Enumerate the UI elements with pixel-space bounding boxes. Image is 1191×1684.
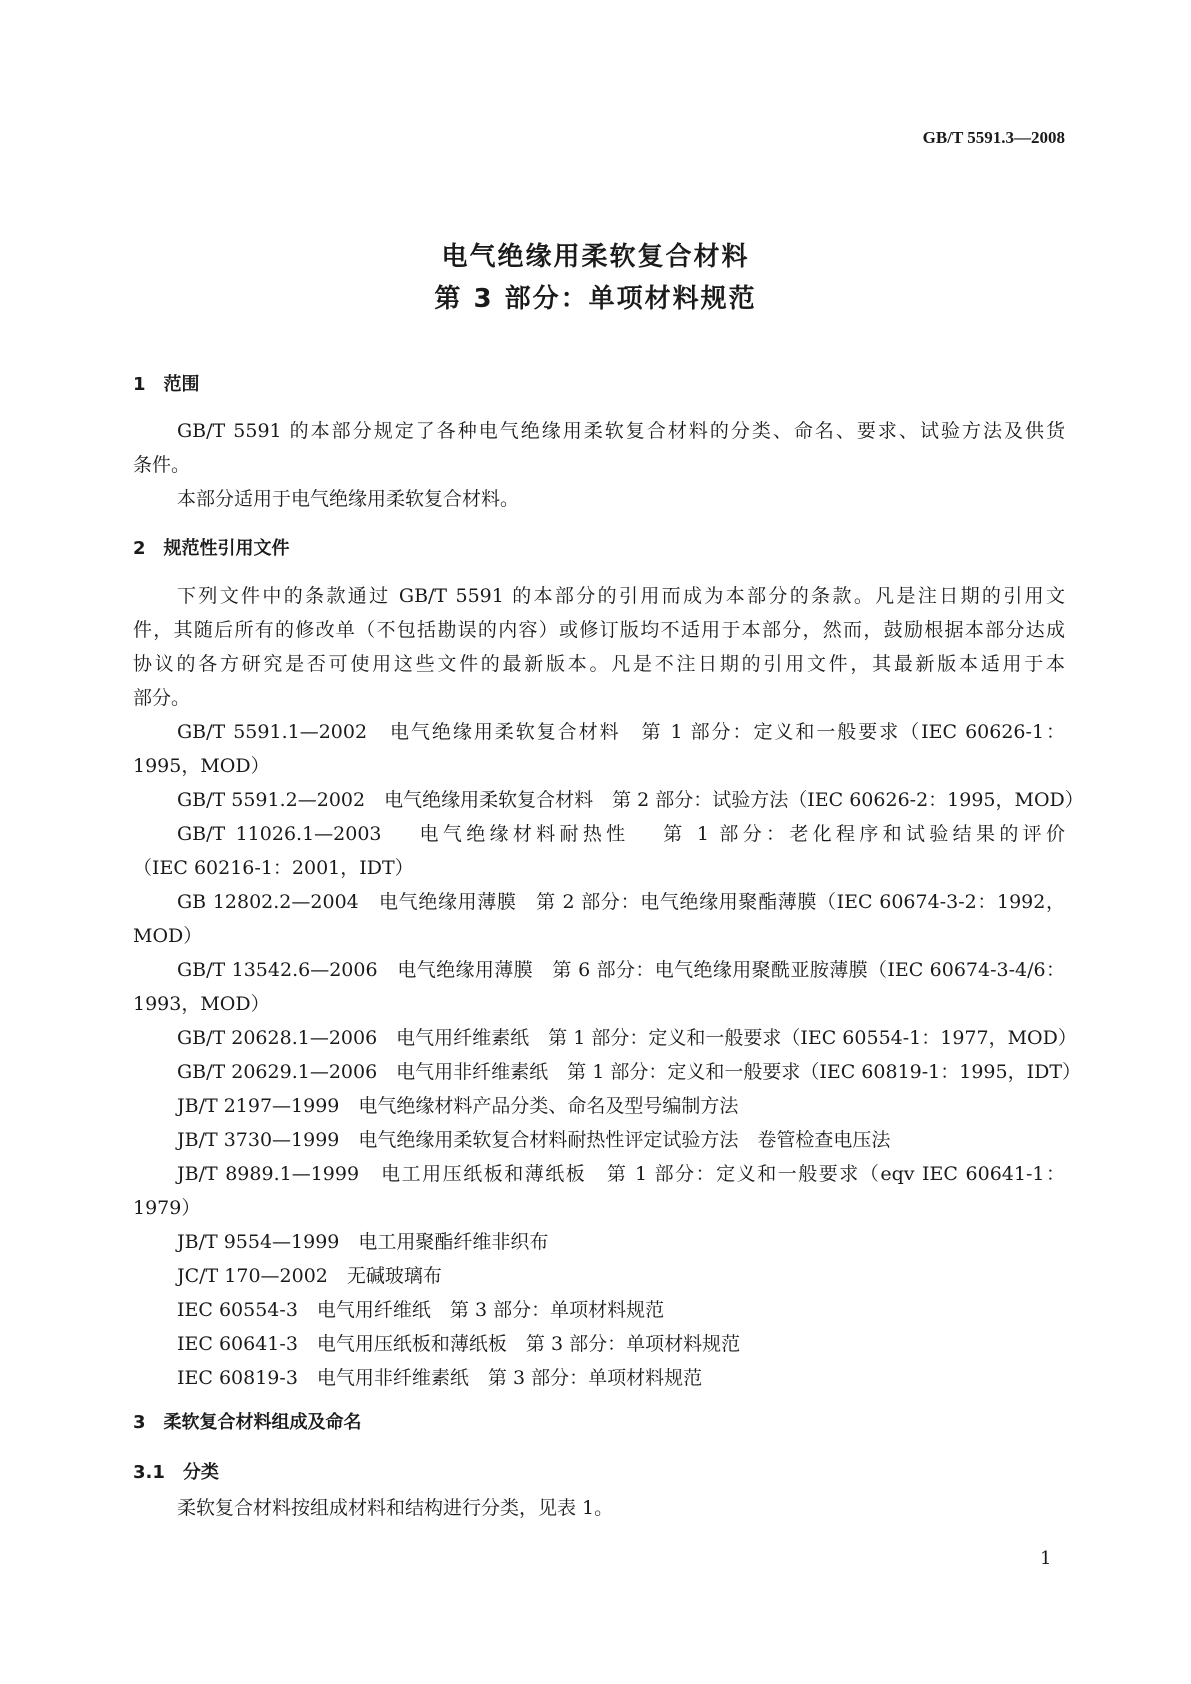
reference-entry: GB/T 20628.1—2006 电气用纤维素纸 第 1 部分：定义和一般要求（IEC 60554-1：1977，MOD） bbox=[177, 1027, 1077, 1049]
reference-entry: GB/T 20629.1—2006 电气用非纤维素纸 第 1 部分：定义和一般要求（IEC 60819-1：1995，IDT） bbox=[177, 1061, 1082, 1083]
reference-entry: 1979） bbox=[133, 1197, 201, 1219]
reference-entry: JB/T 8989.1—1999 电工用压纸板和薄纸板 第 1 部分：定义和一般要求（eqv IEC 60641-1： bbox=[177, 1163, 1065, 1185]
page-number: 1 bbox=[1040, 1548, 1052, 1569]
reference-entry: JB/T 9554—1999 电工用聚酯纤维非织布 bbox=[177, 1231, 549, 1253]
reference-entry: JB/T 2197—1999 电气绝缘材料产品分类、命名及型号编制方法 bbox=[177, 1095, 739, 1117]
reference-entry: GB/T 5591.2—2002 电气绝缘用柔软复合材料 第 2 部分：试验方法（IEC 60626-2：1995，MOD） bbox=[177, 789, 1084, 811]
document-title: 电气绝缘用柔软复合材料 bbox=[441, 242, 750, 272]
subsection-heading: 3.1 分类 bbox=[133, 1462, 219, 1483]
reference-entry: GB/T 13542.6—2006 电气绝缘用薄膜 第 6 部分：电气绝缘用聚酰亚胺薄膜（IEC 60674-3-4/6： bbox=[177, 959, 1065, 981]
paragraph-line: 下列文件中的条款通过 GB/T 5591 的本部分的引用而成为本部分的条款。凡是注日期的引用文 bbox=[177, 585, 1065, 607]
paragraph-line: 柔软复合材料按组成材料和结构进行分类，见表 1。 bbox=[177, 1497, 614, 1519]
standard-code: GB/T 5591.3—2008 bbox=[922, 128, 1065, 147]
paragraph-line: 件，其随后所有的修改单（不包括勘误的内容）或修订版均不适用于本部分，然而，鼓励根据本部分达成 bbox=[133, 619, 1065, 641]
document-subtitle: 第 3 部分：单项材料规范 bbox=[434, 284, 757, 314]
paragraph-line: GB/T 5591 的本部分规定了各种电气绝缘用柔软复合材料的分类、命名、要求、试验方法及供货 bbox=[177, 420, 1065, 442]
paragraph-line: 部分。 bbox=[133, 687, 191, 709]
paragraph-line: 协议的各方研究是否可使用这些文件的最新版本。凡是不注日期的引用文件，其最新版本适用于本 bbox=[133, 653, 1065, 675]
reference-entry: GB 12802.2—2004 电气绝缘用薄膜 第 2 部分：电气绝缘用聚酯薄膜（IEC 60674-3-2：1992， bbox=[177, 891, 1065, 913]
reference-entry: IEC 60819-3 电气用非纤维素纸 第 3 部分：单项材料规范 bbox=[177, 1367, 703, 1389]
section-heading: 1 范围 bbox=[133, 374, 200, 395]
section-heading: 3 柔软复合材料组成及命名 bbox=[133, 1412, 362, 1433]
reference-entry: （IEC 60216-1：2001，IDT） bbox=[133, 857, 414, 879]
reference-entry: IEC 60641-3 电气用压纸板和薄纸板 第 3 部分：单项材料规范 bbox=[177, 1333, 741, 1355]
reference-entry: JC/T 170—2002 无碱玻璃布 bbox=[177, 1265, 442, 1287]
reference-entry: MOD） bbox=[133, 925, 203, 947]
reference-entry: GB/T 5591.1—2002 电气绝缘用柔软复合材料 第 1 部分：定义和一般要求（IEC 60626-1： bbox=[177, 721, 1065, 743]
paragraph-line: 条件。 bbox=[133, 454, 191, 476]
section-heading: 2 规范性引用文件 bbox=[133, 538, 290, 559]
reference-entry: 1993，MOD） bbox=[133, 993, 270, 1015]
reference-entry: GB/T 11026.1—2003 电气绝缘材料耐热性 第 1 部分：老化程序和试验结果的评价 bbox=[177, 823, 1065, 845]
paragraph-line: 本部分适用于电气绝缘用柔软复合材料。 bbox=[177, 488, 520, 510]
reference-entry: 1995，MOD） bbox=[133, 755, 270, 777]
reference-entry: JB/T 3730—1999 电气绝缘用柔软复合材料耐热性评定试验方法 卷管检查电压法 bbox=[177, 1129, 891, 1151]
reference-entry: IEC 60554-3 电气用纤维纸 第 3 部分：单项材料规范 bbox=[177, 1299, 665, 1321]
